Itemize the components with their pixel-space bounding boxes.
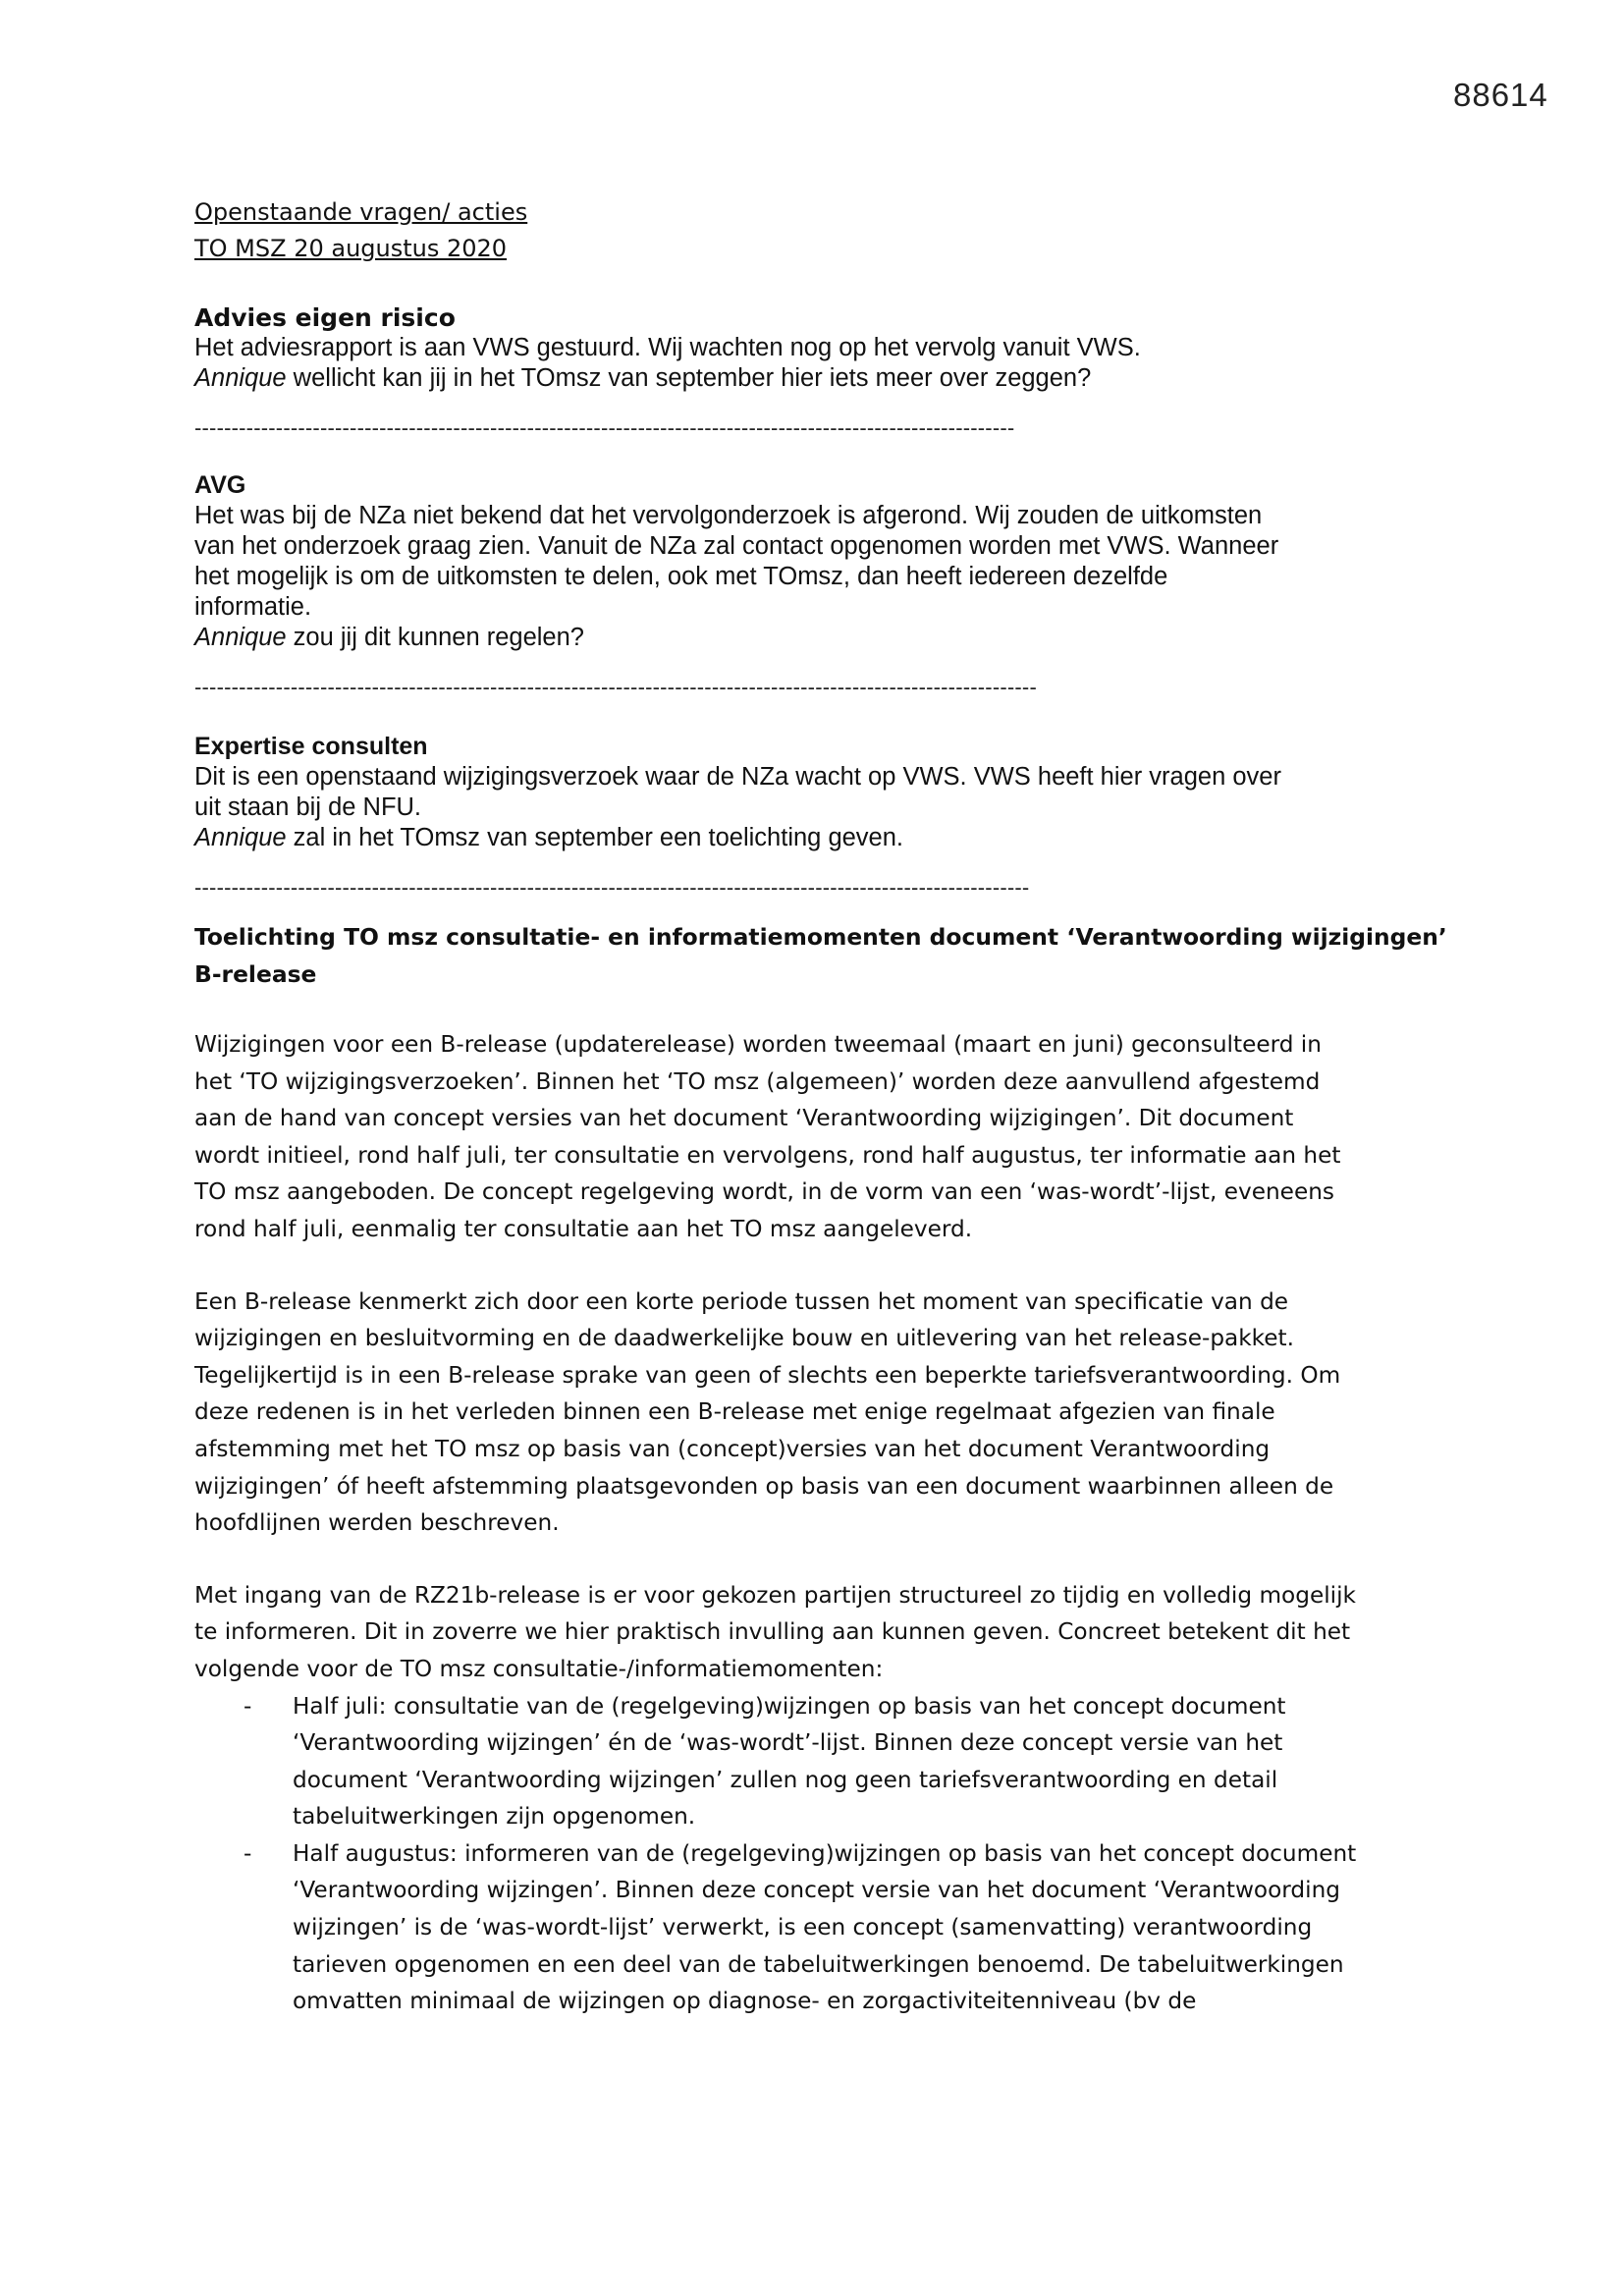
section-text-rest: zal in het TOmsz van september een toelichting geven. <box>286 824 904 851</box>
section-title-continued: B-release <box>194 960 317 988</box>
paragraph-line: Een B-release kenmerkt zich door een korte periode tussen het moment van specificatie van de <box>194 1287 1289 1315</box>
section-expertise-consulten <box>194 732 1451 853</box>
section-text: informatie. <box>194 593 312 621</box>
document-content <box>194 194 1451 2020</box>
paragraph-line: Met ingang van de RZ21b-release is er voor gekozen partijen structureel zo tijdig en volledig mogelijk <box>194 1581 1356 1609</box>
paragraph-line: deze redenen is in het verleden binnen een B-release met enige regelmaat afgezien van finale <box>194 1398 1275 1426</box>
section-divider: ----------------------------------------------------------------------------------------------------------------- <box>194 875 1030 900</box>
document-header <box>194 194 1451 267</box>
paragraph-2 <box>194 1284 1451 1542</box>
paragraph-line: wijzigingen’ óf heeft afstemming plaatsgevonden op basis van een document waarbinnen alleen de <box>194 1472 1334 1500</box>
section-avg <box>194 470 1451 653</box>
list-item <box>194 1688 1451 1835</box>
person-name: Annique <box>194 624 287 651</box>
list-item-line: wijzingen’ is de ‘was-wordt-lijst’ verwerkt, is een concept (samenvatting) verantwoording <box>293 1914 1313 1941</box>
paragraph-3 <box>194 1577 1451 2020</box>
section-text-rest: wellicht kan jij in het TOmsz van september hier iets meer over zeggen? <box>286 364 1092 392</box>
paragraph-1 <box>194 1026 1451 1248</box>
paragraph-line: rond half juli, eenmalig ter consultatie aan het TO msz aangeleverd. <box>194 1215 973 1242</box>
section-text: van het onderzoek graag zien. Vanuit de NZa zal contact opgenomen worden met VWS. Wanneer <box>194 532 1279 560</box>
paragraph-line: hoofdlijnen werden beschreven. <box>194 1509 560 1537</box>
section-text <box>194 623 1451 653</box>
paragraph-line: het ‘TO wijzigingsverzoeken’. Binnen het ‘TO msz (algemeen)’ worden deze aanvullend afgestemd <box>194 1067 1321 1095</box>
section-title: AVG <box>194 471 246 499</box>
section-text: Dit is een openstaand wijzigingsverzoek waar de NZa wacht op VWS. VWS heeft hier vragen over <box>194 763 1281 791</box>
header-title: Openstaande vragen/ acties <box>194 198 528 226</box>
header-meeting: TO MSZ 20 augustus 2020 <box>194 235 508 262</box>
bullet-list <box>194 1688 1451 2020</box>
section-title: Expertise consulten <box>194 733 428 760</box>
section-text: uit staan bij de NFU. <box>194 793 422 821</box>
section-divider: ------------------------------------------------------------------------------------------------------------------ <box>194 675 1037 699</box>
list-item-line: document ‘Verantwoording wijzingen’ zullen nog geen tariefsverantwoording en detail <box>293 1766 1278 1793</box>
person-name: Annique <box>194 364 287 392</box>
list-item-line: ‘Verantwoording wijzingen’. Binnen deze concept versie van het document ‘Verantwoording <box>293 1877 1341 1904</box>
paragraph-line: volgende voor de TO msz consultatie-/informatiemomenten: <box>194 1655 884 1682</box>
document-number: 88614 <box>1453 77 1548 113</box>
section-text: het mogelijk is om de uitkomsten te delen, ook met TOmsz, dan heeft iedereen dezelfde <box>194 563 1168 590</box>
paragraph-line: wordt initieel, rond half juli, ter consultatie en vervolgens, rond half augustus, ter informatie aan het <box>194 1141 1341 1169</box>
list-item-line: Half augustus: informeren van de (regelgeving)wijzingen op basis van het concept document <box>293 1839 1357 1867</box>
section-text <box>194 363 1451 394</box>
section-text <box>194 823 1451 853</box>
section-toelichting <box>194 918 1451 2020</box>
list-item-line: omvatten minimaal de wijzingen op diagnose- en zorgactiviteitenniveau (bv de <box>293 1988 1197 2015</box>
section-title: Toelichting TO msz consultatie- en informatiemomenten document ‘Verantwoording wijzigingen’ <box>194 923 1447 951</box>
section-divider: --------------------------------------------------------------------------------------------------------------- <box>194 415 1015 440</box>
paragraph-line: wijzigingen en besluitvorming en de daadwerkelijke bouw en uitlevering van het release-pakket. <box>194 1325 1295 1352</box>
paragraph-line: TO msz aangeboden. De concept regelgeving wordt, in de vorm van een ‘was-wordt’-lijst, eveneens <box>194 1178 1334 1206</box>
person-name: Annique <box>194 824 287 851</box>
list-item-line: tabeluitwerkingen zijn opgenomen. <box>293 1803 696 1831</box>
section-advies-eigen-risico <box>194 302 1451 394</box>
list-item <box>194 1835 1451 2020</box>
paragraph-line: Tegelijkertijd is in een B-release sprake van geen of slechts een beperkte tariefsverantwoording. Om <box>194 1361 1341 1389</box>
section-text: Het adviesrapport is aan VWS gestuurd. Wij wachten nog op het vervolg vanuit VWS. <box>194 334 1141 361</box>
paragraph-line: Wijzigingen voor een B-release (updaterelease) worden tweemaal (maart en juni) geconsulteerd in <box>194 1031 1322 1058</box>
dash-bullet: - <box>244 1692 252 1720</box>
section-title: Advies eigen risico <box>194 303 456 332</box>
section-text-rest: zou jij dit kunnen regelen? <box>286 624 584 651</box>
list-item-line: ‘Verantwoording wijzingen’ én de ‘was-wordt’-lijst. Binnen deze concept versie van het <box>293 1729 1283 1757</box>
section-text: Het was bij de NZa niet bekend dat het vervolgonderzoek is afgerond. Wij zouden de uitkomsten <box>194 502 1263 529</box>
dash-bullet: - <box>244 1839 252 1867</box>
paragraph-line: te informeren. Dit in zoverre we hier praktisch invulling aan kunnen geven. Concreet betekent dit het <box>194 1618 1351 1646</box>
list-item-line: tarieven opgenomen en een deel van de tabeluitwerkingen benoemd. De tabeluitwerkingen <box>293 1950 1344 1978</box>
list-item-line: Half juli: consultatie van de (regelgeving)wijzingen op basis van het concept document <box>293 1692 1286 1720</box>
paragraph-line: afstemming met het TO msz op basis van (concept)versies van het document Verantwoording <box>194 1435 1271 1462</box>
paragraph-line: aan de hand van concept versies van het document ‘Verantwoording wijzigingen’. Dit document <box>194 1105 1294 1132</box>
